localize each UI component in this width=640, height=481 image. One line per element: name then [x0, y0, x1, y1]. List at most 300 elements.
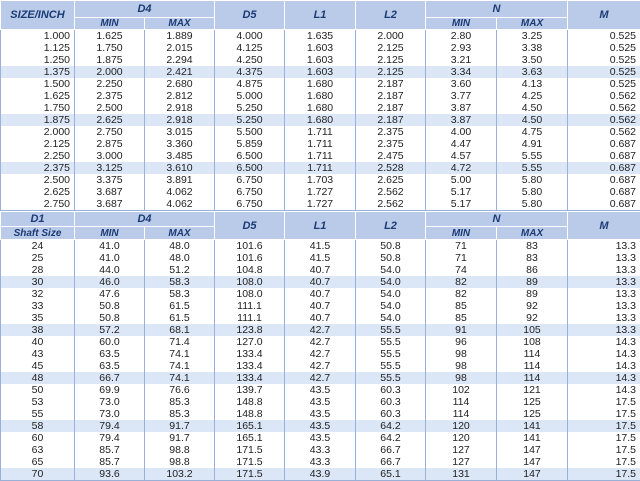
table-cell: 73.0 — [75, 396, 145, 408]
table-row — [1, 150, 640, 162]
header-d5: D5 — [215, 212, 285, 240]
table-row — [1, 54, 640, 66]
table-cell: 1.889 — [145, 30, 215, 43]
table-cell: 3.375 — [75, 174, 145, 186]
table-cell: 47.6 — [75, 288, 145, 300]
table-cell: 63.5 — [75, 360, 145, 372]
table-row — [1, 300, 640, 312]
table-cell: 127 — [426, 456, 497, 468]
table-row — [1, 42, 640, 54]
inch-size-table-body — [1, 30, 640, 211]
table-cell: 65 — [1, 456, 75, 468]
table-cell: 4.72 — [426, 162, 497, 174]
table-cell: 71 — [426, 240, 497, 253]
table-cell: 13.3 — [568, 276, 640, 288]
table-cell: 50.8 — [75, 312, 145, 324]
header-n-min: MIN — [426, 227, 497, 240]
table-cell: 2.421 — [145, 66, 215, 78]
table-cell: 5.17 — [426, 198, 497, 211]
header-l1: L1 — [285, 1, 356, 30]
table-cell: 55.5 — [356, 324, 426, 336]
table-cell: 147 — [497, 468, 568, 481]
table-cell: 17.5 — [568, 408, 640, 420]
table-cell: 5.55 — [497, 162, 568, 174]
table-cell: 4.91 — [497, 138, 568, 150]
table-row — [1, 78, 640, 90]
table-cell: 74.1 — [145, 372, 215, 384]
table-cell: 57.2 — [75, 324, 145, 336]
table-cell: 131 — [426, 468, 497, 481]
table-cell: 127 — [426, 444, 497, 456]
table-cell: 46.0 — [75, 276, 145, 288]
table-cell: 114 — [497, 372, 568, 384]
table-cell: 3.687 — [75, 198, 145, 211]
header-n-max: MAX — [497, 18, 568, 30]
table-cell: 2.875 — [75, 138, 145, 150]
table-row — [1, 456, 640, 468]
table-cell: 58 — [1, 420, 75, 432]
header-d4-max: MAX — [145, 227, 215, 240]
table-cell: 2.375 — [356, 126, 426, 138]
table-cell: 42.7 — [285, 348, 356, 360]
table-cell: 114 — [426, 396, 497, 408]
table-cell: 43.9 — [285, 468, 356, 481]
table-cell: 13.3 — [568, 264, 640, 276]
table-cell: 43.3 — [285, 456, 356, 468]
table-cell: 2.187 — [356, 78, 426, 90]
table-cell: 43.3 — [285, 444, 356, 456]
table-cell: 148.8 — [215, 396, 285, 408]
table-cell: 120 — [426, 420, 497, 432]
table-cell: 171.5 — [215, 444, 285, 456]
header-n: N — [426, 1, 568, 18]
table-cell: 17.5 — [568, 468, 640, 481]
table-cell: 0.687 — [568, 138, 640, 150]
table-cell: 45 — [1, 360, 75, 372]
table-cell: 4.125 — [215, 42, 285, 54]
table-cell: 40.7 — [285, 300, 356, 312]
table-cell: 61.5 — [145, 300, 215, 312]
table-cell: 53 — [1, 396, 75, 408]
table-row — [1, 348, 640, 360]
table-row — [1, 252, 640, 264]
table-cell: 63.5 — [75, 348, 145, 360]
table-cell: 6.750 — [215, 186, 285, 198]
table-cell: 108.0 — [215, 288, 285, 300]
table-row — [1, 162, 640, 174]
table-row — [1, 384, 640, 396]
table-cell: 74.1 — [145, 360, 215, 372]
table-cell: 1.680 — [285, 114, 356, 126]
table-cell: 171.5 — [215, 456, 285, 468]
table-cell: 2.918 — [145, 114, 215, 126]
header-n-max: MAX — [497, 227, 568, 240]
table-cell: 3.610 — [145, 162, 215, 174]
table-cell: 6.500 — [215, 150, 285, 162]
table-cell: 2.000 — [1, 126, 75, 138]
table-cell: 3.63 — [497, 66, 568, 78]
table-cell: 3.38 — [497, 42, 568, 54]
table-cell: 3.000 — [75, 150, 145, 162]
header-m: M — [568, 1, 640, 30]
table-cell: 13.3 — [568, 252, 640, 264]
table-cell: 1.250 — [1, 54, 75, 66]
table-cell: 98 — [426, 360, 497, 372]
table-cell: 0.525 — [568, 78, 640, 90]
table-cell: 4.062 — [145, 198, 215, 211]
table-cell: 2.562 — [356, 198, 426, 211]
table-cell: 2.187 — [356, 114, 426, 126]
table-cell: 2.250 — [75, 78, 145, 90]
table-cell: 2.294 — [145, 54, 215, 66]
table-cell: 91 — [426, 324, 497, 336]
table-cell: 1.727 — [285, 186, 356, 198]
table-cell: 0.562 — [568, 126, 640, 138]
table-cell: 65.1 — [356, 468, 426, 481]
table-cell: 2.500 — [75, 102, 145, 114]
table-cell: 3.125 — [75, 162, 145, 174]
table-cell: 148.8 — [215, 408, 285, 420]
table-cell: 98.8 — [145, 456, 215, 468]
table-cell: 4.50 — [497, 114, 568, 126]
table-cell: 50.8 — [356, 240, 426, 253]
table-cell: 5.859 — [215, 138, 285, 150]
table-cell: 82 — [426, 288, 497, 300]
table-row — [1, 276, 640, 288]
table-cell: 1.680 — [285, 90, 356, 102]
table-cell: 5.00 — [426, 174, 497, 186]
table-cell: 4.062 — [145, 186, 215, 198]
table-cell: 14.3 — [568, 348, 640, 360]
table-cell: 2.375 — [356, 138, 426, 150]
table-cell: 17.5 — [568, 420, 640, 432]
table-cell: 3.77 — [426, 90, 497, 102]
table-cell: 1.875 — [1, 114, 75, 126]
table-cell: 3.485 — [145, 150, 215, 162]
table-cell: 147 — [497, 444, 568, 456]
table-cell: 5.500 — [215, 126, 285, 138]
table-cell: 91.7 — [145, 420, 215, 432]
table-cell: 1.375 — [1, 66, 75, 78]
table-cell: 141 — [497, 420, 568, 432]
table-cell: 0.687 — [568, 198, 640, 211]
table-row — [1, 114, 640, 126]
table-cell: 44.0 — [75, 264, 145, 276]
table-cell: 51.2 — [145, 264, 215, 276]
table-cell: 85.7 — [75, 444, 145, 456]
header-d4: D4 — [75, 212, 215, 227]
table-cell: 70 — [1, 468, 75, 481]
table-cell: 0.687 — [568, 150, 640, 162]
table-cell: 4.000 — [215, 30, 285, 43]
table-cell: 5.80 — [497, 174, 568, 186]
table-cell: 5.80 — [497, 186, 568, 198]
table-cell: 74.1 — [145, 348, 215, 360]
table-cell: 54.0 — [356, 300, 426, 312]
table-cell: 5.55 — [497, 150, 568, 162]
table-row — [1, 336, 640, 348]
table-cell: 133.4 — [215, 348, 285, 360]
header-m: M — [568, 212, 640, 240]
table-cell: 103.2 — [145, 468, 215, 481]
table-cell: 85.7 — [75, 456, 145, 468]
table-cell: 4.875 — [215, 78, 285, 90]
table-cell: 108.0 — [215, 276, 285, 288]
table-cell: 2.528 — [356, 162, 426, 174]
table-cell: 43 — [1, 348, 75, 360]
table-cell: 98 — [426, 348, 497, 360]
table-cell: 5.250 — [215, 102, 285, 114]
table-cell: 1.703 — [285, 174, 356, 186]
table-cell: 4.375 — [215, 66, 285, 78]
table-cell: 92 — [497, 300, 568, 312]
table-cell: 102 — [426, 384, 497, 396]
table-cell: 55.5 — [356, 372, 426, 384]
table-cell: 3.34 — [426, 66, 497, 78]
table-cell: 2.625 — [1, 186, 75, 198]
table-cell: 40 — [1, 336, 75, 348]
table-cell: 2.750 — [1, 198, 75, 211]
table-cell: 54.0 — [356, 312, 426, 324]
table-row — [1, 468, 640, 481]
table-cell: 123.8 — [215, 324, 285, 336]
table-cell: 41.5 — [285, 240, 356, 253]
table-row — [1, 288, 640, 300]
table-cell: 4.50 — [497, 102, 568, 114]
table-row — [1, 312, 640, 324]
table-cell: 2.375 — [1, 162, 75, 174]
table-cell: 1.603 — [285, 66, 356, 78]
table-cell: 73.0 — [75, 408, 145, 420]
table-cell: 0.525 — [568, 42, 640, 54]
table-cell: 127.0 — [215, 336, 285, 348]
table-cell: 1.750 — [1, 102, 75, 114]
table-cell: 1.603 — [285, 42, 356, 54]
table-row — [1, 360, 640, 372]
table-cell: 3.21 — [426, 54, 497, 66]
table-cell: 50.8 — [75, 300, 145, 312]
table-cell: 85 — [426, 312, 497, 324]
table-cell: 13.3 — [568, 300, 640, 312]
table-cell: 14.3 — [568, 372, 640, 384]
table-cell: 111.1 — [215, 300, 285, 312]
table-cell: 1.125 — [1, 42, 75, 54]
table-cell: 2.187 — [356, 102, 426, 114]
table-row — [1, 90, 640, 102]
table-cell: 4.25 — [497, 90, 568, 102]
table-cell: 13.3 — [568, 288, 640, 300]
table-cell: 0.687 — [568, 174, 640, 186]
table-row — [1, 444, 640, 456]
table-row — [1, 264, 640, 276]
table-cell: 114 — [497, 348, 568, 360]
table-cell: 74 — [426, 264, 497, 276]
table-cell: 0.562 — [568, 114, 640, 126]
table-cell: 40.7 — [285, 312, 356, 324]
table-cell: 3.60 — [426, 78, 497, 90]
table-cell: 41.5 — [285, 252, 356, 264]
table-cell: 165.1 — [215, 432, 285, 444]
table-cell: 4.47 — [426, 138, 497, 150]
table-cell: 139.7 — [215, 384, 285, 396]
table-cell: 63 — [1, 444, 75, 456]
table-cell: 79.4 — [75, 432, 145, 444]
table-cell: 3.87 — [426, 102, 497, 114]
table-cell: 1.625 — [75, 30, 145, 43]
table-cell: 40.7 — [285, 276, 356, 288]
table-cell: 24 — [1, 240, 75, 253]
table-cell: 114 — [426, 408, 497, 420]
table-cell: 42.7 — [285, 360, 356, 372]
table-cell: 85.3 — [145, 408, 215, 420]
table-cell: 104.8 — [215, 264, 285, 276]
table-cell: 98 — [426, 372, 497, 384]
table-cell: 4.57 — [426, 150, 497, 162]
table-cell: 1.727 — [285, 198, 356, 211]
table-cell: 55 — [1, 408, 75, 420]
table-row — [1, 240, 640, 253]
table-cell: 1.500 — [1, 78, 75, 90]
table-cell: 66.7 — [356, 444, 426, 456]
table-cell: 141 — [497, 432, 568, 444]
metric-shaft-table-body — [1, 240, 640, 481]
table-cell: 2.250 — [1, 150, 75, 162]
table-cell: 0.525 — [568, 30, 640, 43]
table-cell: 50.8 — [356, 252, 426, 264]
table-cell: 48 — [1, 372, 75, 384]
table-cell: 82 — [426, 276, 497, 288]
table-row — [1, 186, 640, 198]
table-cell: 1.680 — [285, 78, 356, 90]
table-cell: 71 — [426, 252, 497, 264]
table-cell: 2.015 — [145, 42, 215, 54]
table-cell: 13.3 — [568, 240, 640, 253]
header-d4-min: MIN — [75, 18, 145, 30]
table-cell: 79.4 — [75, 420, 145, 432]
table-cell: 6.750 — [215, 198, 285, 211]
table-cell: 66.7 — [356, 456, 426, 468]
table-cell: 17.5 — [568, 444, 640, 456]
header-size-inch: SIZE/INCH — [1, 1, 75, 30]
table-row — [1, 408, 640, 420]
table-cell: 40.7 — [285, 264, 356, 276]
table-cell: 2.80 — [426, 30, 497, 43]
table-cell: 133.4 — [215, 360, 285, 372]
table-cell: 68.1 — [145, 324, 215, 336]
table-cell: 42.7 — [285, 336, 356, 348]
table-row — [1, 126, 640, 138]
inch-size-table — [0, 0, 640, 211]
table-cell: 54.0 — [356, 276, 426, 288]
table-cell: 1.711 — [285, 162, 356, 174]
table-cell: 43.5 — [285, 396, 356, 408]
table-cell: 3.687 — [75, 186, 145, 198]
table-cell: 55.5 — [356, 336, 426, 348]
table-cell: 2.125 — [356, 42, 426, 54]
table-cell: 60.0 — [75, 336, 145, 348]
table-cell: 32 — [1, 288, 75, 300]
header-d4: D4 — [75, 1, 215, 18]
table-cell: 66.7 — [75, 372, 145, 384]
table-cell: 2.750 — [75, 126, 145, 138]
table-cell: 3.50 — [497, 54, 568, 66]
table-cell: 2.000 — [75, 66, 145, 78]
table-row — [1, 138, 640, 150]
table-cell: 2.500 — [1, 174, 75, 186]
table-cell: 1.680 — [285, 102, 356, 114]
table-cell: 101.6 — [215, 240, 285, 253]
table-cell: 17.5 — [568, 396, 640, 408]
table-cell: 93.6 — [75, 468, 145, 481]
table-cell: 54.0 — [356, 288, 426, 300]
table-row — [1, 66, 640, 78]
table-cell: 83 — [497, 240, 568, 253]
table-cell: 1.603 — [285, 54, 356, 66]
table-cell: 60 — [1, 432, 75, 444]
table-cell: 60.3 — [356, 384, 426, 396]
table-cell: 1.000 — [1, 30, 75, 43]
table-cell: 5.17 — [426, 186, 497, 198]
header-l1: L1 — [285, 212, 356, 240]
table-cell: 0.562 — [568, 102, 640, 114]
table-cell: 89 — [497, 288, 568, 300]
table-cell: 60.3 — [356, 408, 426, 420]
table-cell: 4.75 — [497, 126, 568, 138]
table-cell: 1.711 — [285, 126, 356, 138]
table-cell: 85.3 — [145, 396, 215, 408]
metric-shaft-table — [0, 211, 640, 481]
table-cell: 91.7 — [145, 432, 215, 444]
table-cell: 0.525 — [568, 66, 640, 78]
table-cell: 4.00 — [426, 126, 497, 138]
table-cell: 1.875 — [75, 54, 145, 66]
table-cell: 2.625 — [75, 114, 145, 126]
table-row — [1, 30, 640, 43]
table-cell: 2.125 — [1, 138, 75, 150]
table-cell: 58.3 — [145, 288, 215, 300]
table-cell: 41.0 — [75, 252, 145, 264]
table-cell: 28 — [1, 264, 75, 276]
table-cell: 64.2 — [356, 432, 426, 444]
table-cell: 3.891 — [145, 174, 215, 186]
table-cell: 5.80 — [497, 198, 568, 211]
table-cell: 2.375 — [75, 90, 145, 102]
table-row — [1, 396, 640, 408]
table-cell: 92 — [497, 312, 568, 324]
table-cell: 14.3 — [568, 336, 640, 348]
table-cell: 54.0 — [356, 264, 426, 276]
table-cell: 71.4 — [145, 336, 215, 348]
table-cell: 0.687 — [568, 186, 640, 198]
table-cell: 60.3 — [356, 396, 426, 408]
table-cell: 5.000 — [215, 90, 285, 102]
table-cell: 2.125 — [356, 54, 426, 66]
header-d4-max: MAX — [145, 18, 215, 30]
table-cell: 5.250 — [215, 114, 285, 126]
table-cell: 0.525 — [568, 54, 640, 66]
table-cell: 1.750 — [75, 42, 145, 54]
table-cell: 61.5 — [145, 312, 215, 324]
header-n: N — [426, 212, 568, 227]
table-cell: 0.687 — [568, 162, 640, 174]
table-cell: 96 — [426, 336, 497, 348]
table-cell: 55.5 — [356, 360, 426, 372]
table-cell: 40.7 — [285, 288, 356, 300]
table-cell: 43.5 — [285, 420, 356, 432]
table-cell: 89 — [497, 276, 568, 288]
table-cell: 165.1 — [215, 420, 285, 432]
header-d4-min: MIN — [75, 227, 145, 240]
